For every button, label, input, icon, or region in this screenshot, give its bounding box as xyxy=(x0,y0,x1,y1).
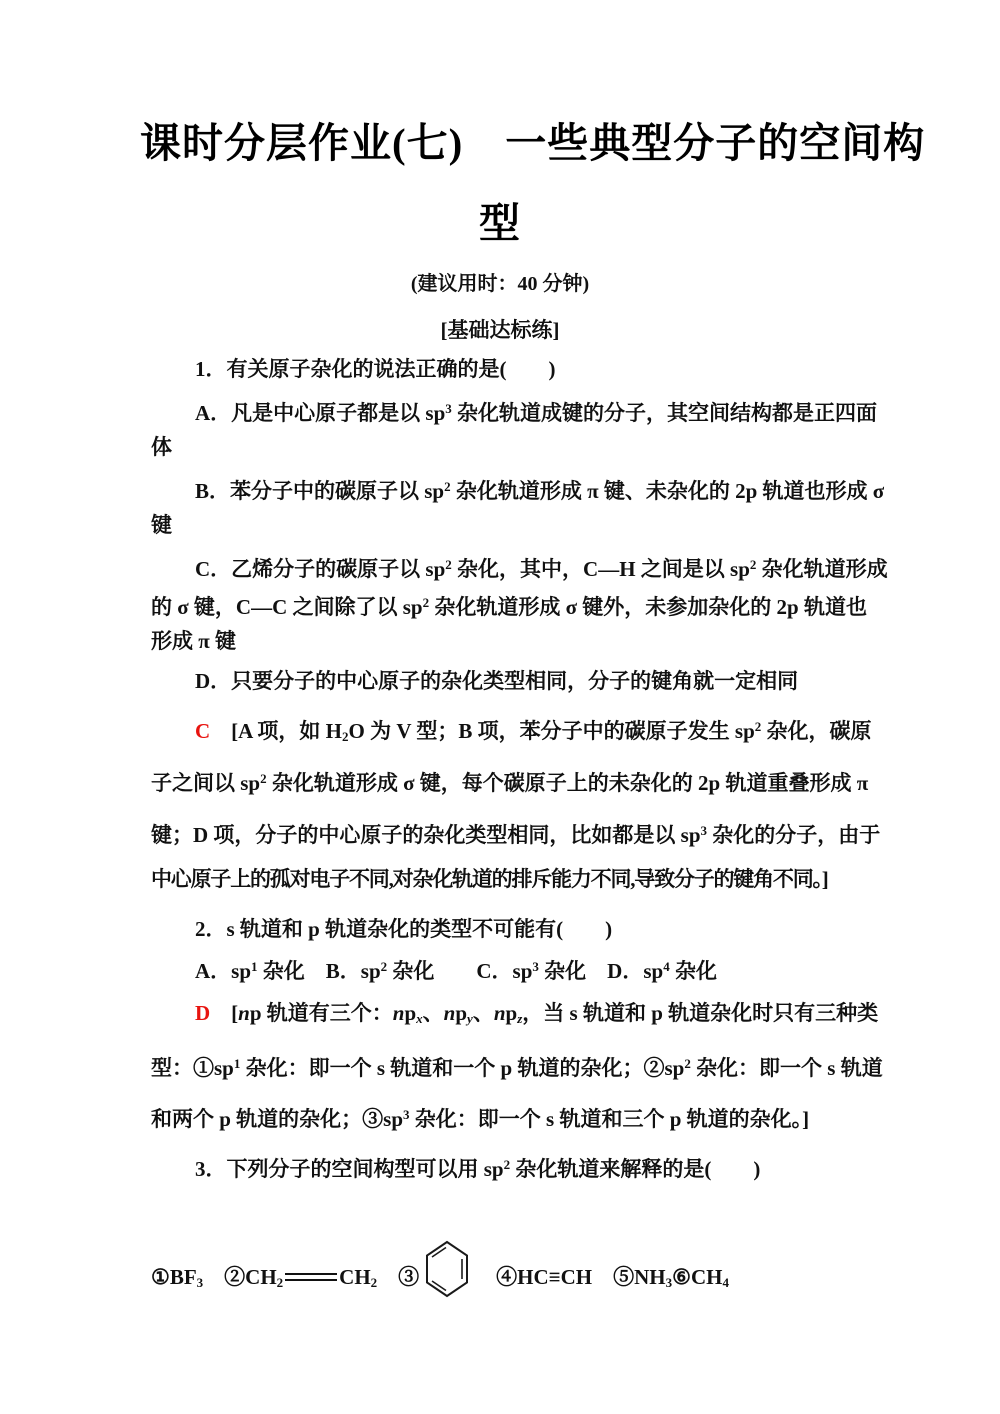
q2-answer-letter: D xyxy=(195,1001,211,1025)
q1-option-b-line1: B．苯分子中的碳原子以 $sp^2$ 杂化轨道形成 π 键、未杂化的 2p 轨道也形成 σ xyxy=(195,479,885,503)
benzene-ring-icon xyxy=(425,1240,469,1298)
section-header-basic-practice: [基础达标练] xyxy=(440,318,560,342)
page-title-line1: 课时分层作业(七) 一些典型分子的空间构 xyxy=(140,120,926,166)
double-bond-icon xyxy=(285,1273,337,1281)
q3-stem: 3．下列分子的空间构型可以用 $sp^2$ 杂化轨道来解释的是( ) xyxy=(195,1157,761,1181)
q1-option-c-line2: 的 σ 键，C—C 之间除了以 $sp^2$ 杂化轨道形成 σ 键外，未参加杂化的 2p 轨道也 xyxy=(151,595,867,619)
q2-answer-line1: D [np 轨道有三个：$np_x$、$np_y$、$np_z$，当 s 轨道和 p 轨道杂化时只有三种类 xyxy=(195,1001,879,1026)
q1-answer-line1: C [A 项，如 $H_2O$ 为 V 型；B 项，苯分子中的碳原子发生 $sp^2$ 杂化，碳原 xyxy=(195,719,872,744)
q2-answer-line3: 和两个 p 轨道的杂化；$③sp^3$ 杂化：即一个 s 轨道和三个 p 轨道的杂化。] xyxy=(151,1107,810,1131)
q1-option-d: D．只要分子的中心原子的杂化类型相同，分子的键角就一定相同 xyxy=(195,669,799,693)
suggested-time-note: (建议用时：40 分钟) xyxy=(410,273,590,295)
q1-stem: 1．有关原子杂化的说法正确的是( ) xyxy=(195,357,556,381)
q1-answer-line3: 键；D 项，分子的中心原子的杂化类型相同，比如都是以 $sp^3$ 杂化的分子，由于 xyxy=(151,823,881,847)
q1-answer-line2: 子之间以 $sp^2$ 杂化轨道形成 σ 键，每个碳原子上的未杂化的 2p 轨道重叠形成 π xyxy=(151,771,869,795)
q2-answer-line2: 型：$①sp^1$ 杂化：即一个 s 轨道和一个 p 轨道的杂化；$②sp^2$ 杂化：即一个 s 轨道 xyxy=(151,1056,883,1080)
page-title-line2: 型 xyxy=(479,200,521,246)
q1-option-c-line1: C．乙烯分子的碳原子以 $sp^2$ 杂化，其中，C—H 之间是以 $sp^2$ 杂化轨道形成 xyxy=(195,557,888,581)
q1-answer-letter: C xyxy=(195,719,211,743)
q2-stem: 2．s 轨道和 p 轨道杂化的类型不可能有( ) xyxy=(195,917,613,941)
q1-option-c-line3: 形成 π 键 xyxy=(151,629,237,653)
q1-option-b-line2: 键 xyxy=(151,513,172,537)
q1-option-a-line2: 体 xyxy=(151,435,172,459)
q3-molecule-options: $①BF_3$ $②CH_2$ $CH_2$ ③ ④HC≡CH $⑤NH_3⑥CH_4$ xyxy=(151,1226,857,1296)
q1-option-a-line1: A．凡是中心原子都是以 $sp^3$ 杂化轨道成键的分子，其空间结构都是正四面 xyxy=(195,401,878,425)
q2-options: A．$sp^1$ 杂化 B．$sp^2$ 杂化 C．$sp^3$ 杂化 D．$sp^4$ 杂化 xyxy=(195,959,717,983)
q1-answer-line4: 中心原子上的孤对电子不同,对杂化轨道的排斥能力不同,导致分子的键角不同。] xyxy=(151,867,828,891)
